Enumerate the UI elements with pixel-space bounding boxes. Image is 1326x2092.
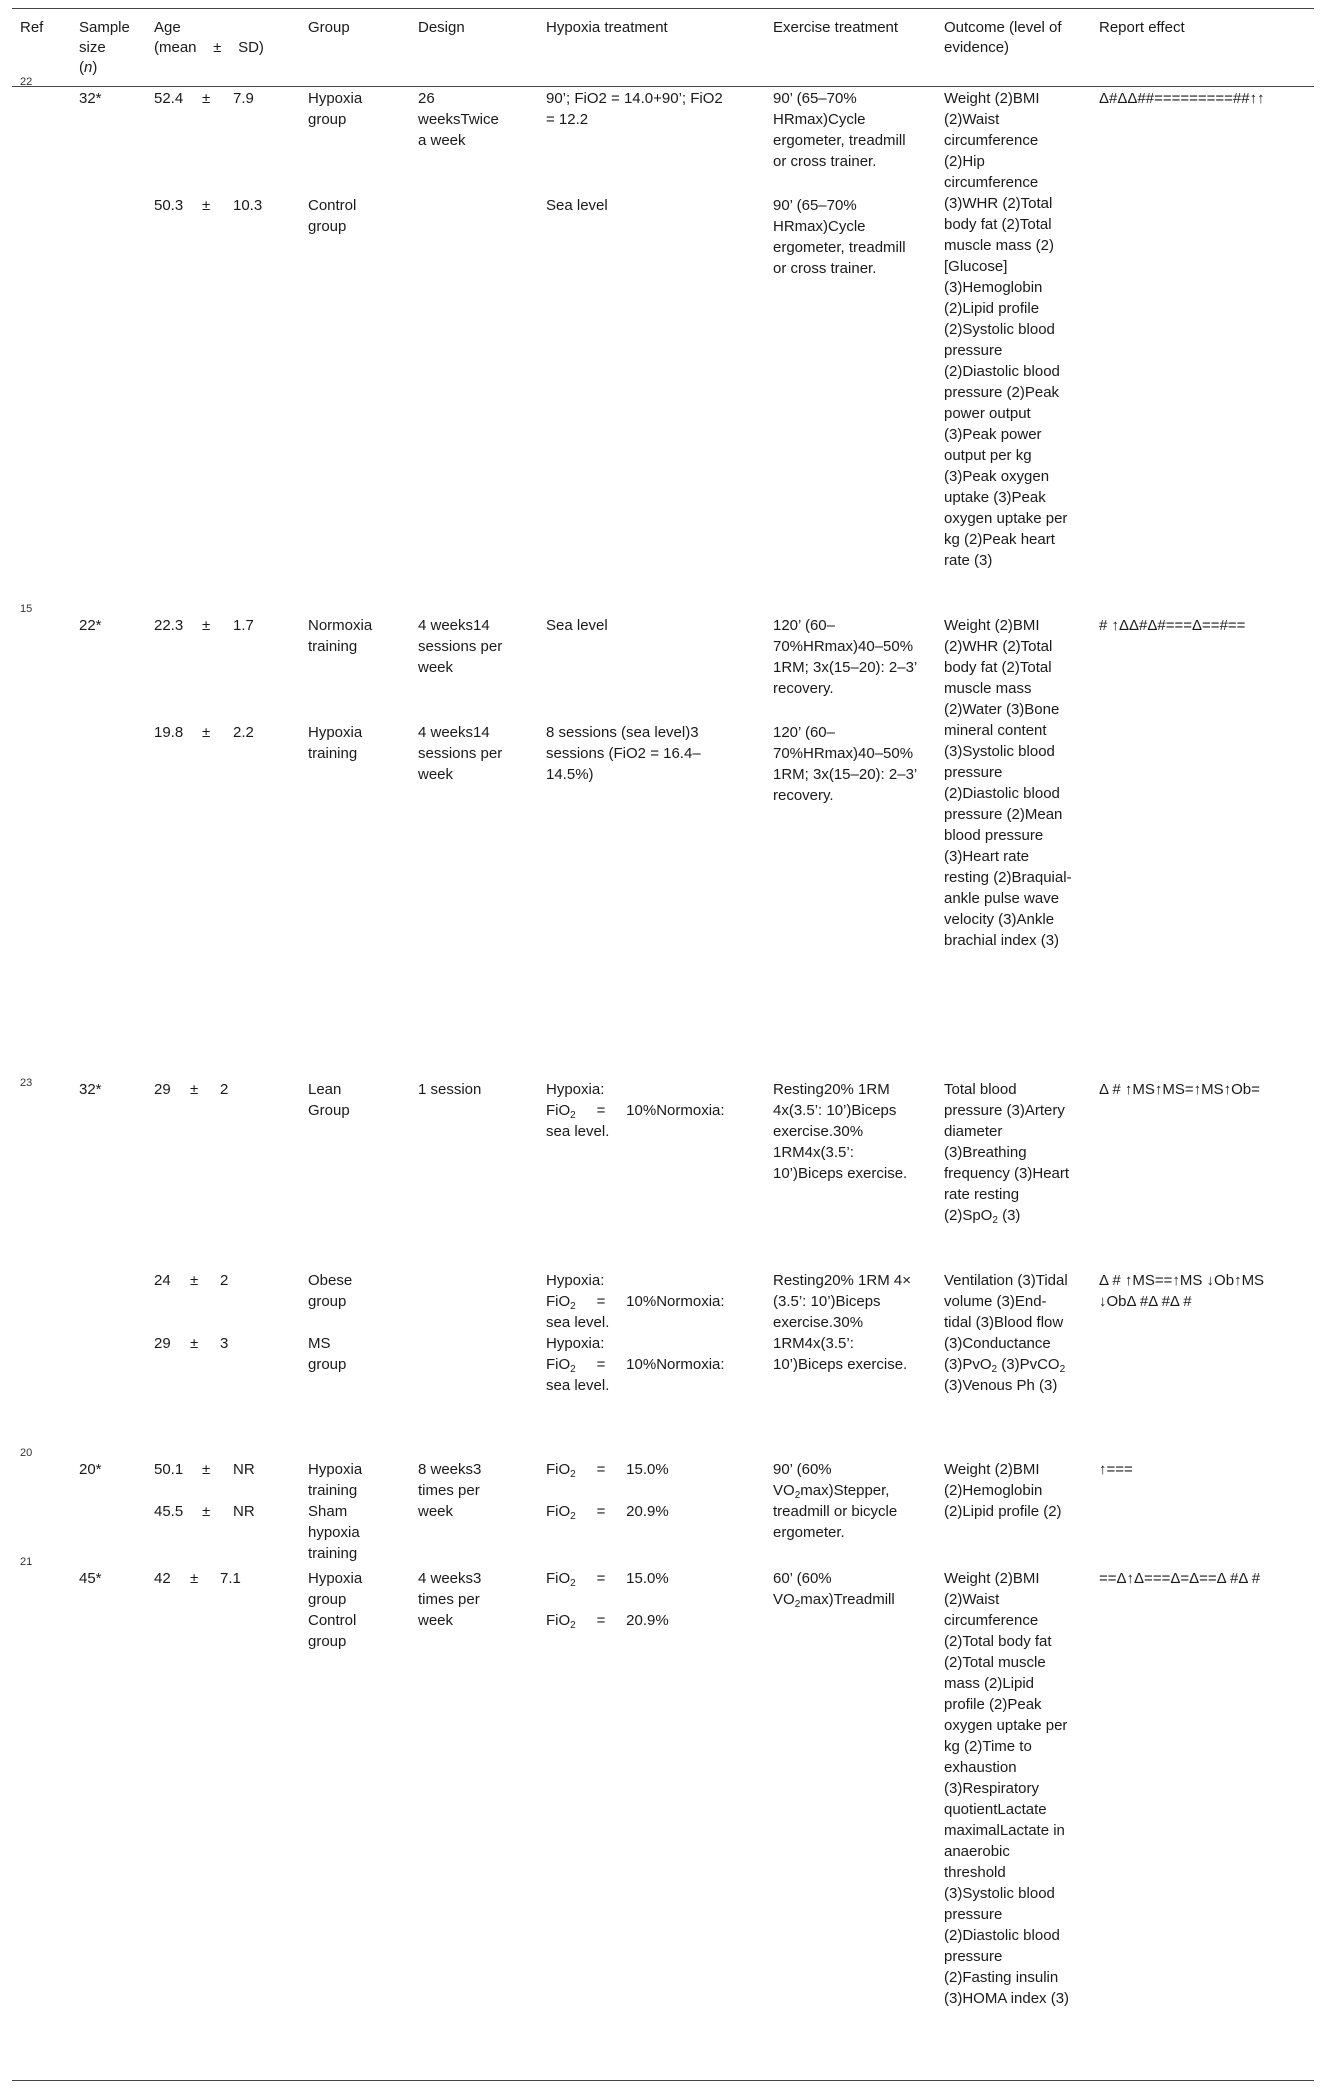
- design: 26 weeksTwice a week: [418, 90, 504, 149]
- group: MS group: [308, 1335, 347, 1373]
- ref-number: 23: [20, 1077, 33, 1089]
- sample-size: 32*: [79, 90, 102, 107]
- header-ref: Ref: [20, 19, 44, 36]
- ref-number: 15: [20, 603, 33, 615]
- group: Hypoxia training: [308, 724, 367, 762]
- age-mean: 24: [154, 1272, 171, 1289]
- age-pm: ±: [190, 1081, 199, 1098]
- group: Control group: [308, 197, 361, 235]
- age-pm: ±: [190, 1335, 199, 1352]
- exercise-treatment: 120’ (60–70%HRmax)40–50% 1RM; 3x(15–20): 2–3’ recovery.: [773, 724, 921, 804]
- exercise-treatment: Resting20% 1RM 4x(3.5’: 10’)Biceps exercise.30% 1RM4x(3.5’: 10’)Biceps exercise.: [773, 1081, 908, 1182]
- age-pm: ±: [190, 1272, 199, 1289]
- hypoxia-treatment: Sea level: [546, 197, 608, 214]
- age-sd: 1.7: [233, 617, 254, 634]
- report-effect: Δ#ΔΔ##=========##↑↑: [1099, 90, 1265, 107]
- group: Obese group: [308, 1272, 357, 1310]
- age-sd: 3: [220, 1335, 229, 1352]
- ref-number: 22: [20, 76, 33, 88]
- report-effect: Δ # ↑MS==↑MS ↓Ob↑MS ↓ObΔ #Δ #Δ #: [1099, 1272, 1269, 1310]
- exercise-treatment: 90’ (65–70% HRmax)Cycle ergometer, treadmill or cross trainer.: [773, 90, 910, 170]
- group: Lean Group: [308, 1081, 350, 1119]
- header-hypoxia: Hypoxia treatment: [546, 19, 668, 36]
- exercise-treatment: 90’ (60% $VO_2\max)Stepper$, treadmill or bicycle ergometer.: [773, 1461, 902, 1541]
- hypoxia-treatment: Hypoxia: FiO$_2$ = 10%Normoxia: sea level.: [546, 1335, 725, 1394]
- age-sd: 7.9: [233, 90, 254, 107]
- group: Hypoxia group: [308, 1570, 367, 1608]
- outcome: Ventilation (3)Tidal volume (3)End-tidal (3)Blood flow (3)Conductance (3)PvO$_2$ (3)PvCO$_2$ (3)Venous Ph (3): [944, 1272, 1072, 1394]
- header-outcome: Outcome (level of evidence): [944, 19, 1062, 56]
- header-rule: [12, 86, 1314, 87]
- design: 4 weeks14 sessions per week: [418, 724, 507, 783]
- hypoxia-treatment: 90’; FiO2 = 14.0+90’; FiO2 = 12.2: [546, 90, 727, 128]
- hypoxia-treatment: FiO$_2$ = 15.0%: [546, 1461, 669, 1480]
- age-mean: 50.3: [154, 197, 184, 214]
- age-mean: 29: [154, 1335, 171, 1352]
- report-effect: ↑===: [1099, 1461, 1133, 1478]
- outcome: Weight (2)BMI (2)Hemoglobin (2)Lipid profile (2): [944, 1461, 1062, 1520]
- group: Control group: [308, 1612, 361, 1650]
- exercise-treatment: 60’ (60% $VO_2\max)Treadmill$: [773, 1570, 895, 1610]
- hypoxia-treatment: FiO$_2$ = 15.0%: [546, 1570, 669, 1589]
- age-mean: 42: [154, 1570, 171, 1587]
- age-sd: 10.3: [233, 197, 263, 214]
- hypoxia-treatment: Hypoxia: FiO$_2$ = 10%Normoxia: sea level.: [546, 1272, 725, 1331]
- hypoxia-treatment: Sea level: [546, 617, 608, 634]
- age-mean: 45.5: [154, 1503, 184, 1520]
- header-exercise: Exercise treatment: [773, 19, 899, 36]
- group: Sham hypoxia training: [308, 1503, 364, 1562]
- age-mean: 50.1: [154, 1461, 184, 1478]
- header-group: Group: [308, 19, 350, 36]
- bottom-rule: [12, 2080, 1314, 2081]
- outcome: Weight (2)BMI (2)Waist circumference (2)Total body fat (2)Total muscle mass (2)Lipid profile (2)Peak oxygen uptake per kg (2)Time to exhaustion (3)Respiratory quotientLactate maximalLactate in anaerobic threshold (3)Systolic blood pressure (2)Diastolic blood pressure (2)Fasting insulin (3)HOMA index (3): [944, 1570, 1072, 2007]
- age-pm: ±: [202, 1461, 211, 1478]
- hypoxia-treatment: FiO$_2$ = 20.9%: [546, 1612, 669, 1631]
- sample-size: 22*: [79, 617, 102, 634]
- report-effect: Δ # ↑MS↑MS=↑MS↑Ob=: [1099, 1081, 1260, 1098]
- outcome: Weight (2)BMI (2)WHR (2)Total body fat (2)Total muscle mass (2)Water (3)Bone mineral content (3)Systolic blood pressure (2)Diastolic blood pressure (2)Mean blood pressure (3)Heart rate resting (2)Braquial-ankle pulse wave velocity (3)Ankle brachial index (3): [944, 617, 1072, 949]
- age-sd: 7.1: [220, 1570, 241, 1587]
- header-design: Design: [418, 19, 465, 36]
- age-sd: 2.2: [233, 724, 254, 741]
- age-pm: ±: [202, 617, 211, 634]
- exercise-treatment: 120’ (60–70%HRmax)40–50% 1RM; 3x(15–20): 2–3’ recovery.: [773, 617, 921, 697]
- age-pm: ±: [202, 1503, 211, 1520]
- outcome: Weight (2)BMI (2)Waist circumference (2)Hip circumference (3)WHR (2)Total body fat (2)Total muscle mass (2)[Glucose] (3)Hemoglobin (2)Lipid profile (2)Systolic blood pressure (2)Diastolic blood pressure (2)Peak power output (3)Peak power output per kg (3)Peak oxygen uptake (3)Peak oxygen uptake per kg (2)Peak heart rate (3): [944, 90, 1072, 569]
- design: 1 session: [418, 1081, 482, 1098]
- age-sd: NR: [233, 1503, 255, 1520]
- age-sd: NR: [233, 1461, 255, 1478]
- age-pm: ±: [202, 90, 211, 107]
- design: 4 weeks3 times per week: [418, 1570, 486, 1629]
- age-mean: 29: [154, 1081, 171, 1098]
- age-mean: 52.4: [154, 90, 184, 107]
- design: 4 weeks14 sessions per week: [418, 617, 507, 676]
- exercise-treatment: 90’ (65–70% HRmax)Cycle ergometer, treadmill or cross trainer.: [773, 197, 910, 277]
- hypoxia-treatment: FiO$_2$ = 20.9%: [546, 1503, 669, 1522]
- ref-number: 20: [20, 1447, 33, 1459]
- age-mean: 19.8: [154, 724, 184, 741]
- age-mean: 22.3: [154, 617, 184, 634]
- header-sample-size: Sample size (n): [79, 19, 130, 76]
- outcome: Total blood pressure (3)Artery diameter (3)Breathing frequency (3)Heart rate resting (2)SpO$_2$ (3): [944, 1081, 1074, 1226]
- group: Normoxia training: [308, 617, 377, 655]
- top-rule: [12, 8, 1314, 9]
- header-age: Age (mean ± SD): [154, 19, 264, 56]
- sample-size: 20*: [79, 1461, 102, 1478]
- header-effect: Report effect: [1099, 19, 1185, 36]
- ref-number: 21: [20, 1556, 33, 1568]
- report-effect: ==Δ↑Δ===Δ=Δ==Δ #Δ #: [1099, 1570, 1261, 1587]
- age-sd: 2: [220, 1081, 229, 1098]
- age-pm: ±: [190, 1570, 199, 1587]
- age-pm: ±: [202, 197, 211, 214]
- hypoxia-treatment: Hypoxia: FiO$_2$ = 10%Normoxia: sea level.: [546, 1081, 725, 1140]
- design: 8 weeks3 times per week: [418, 1461, 486, 1520]
- exercise-treatment: Resting20% 1RM 4× (3.5’: 10’)Biceps exercise.30% 1RM4x(3.5’: 10’)Biceps exercise.: [773, 1272, 916, 1373]
- age-sd: 2: [220, 1272, 229, 1289]
- sample-size: 45*: [79, 1570, 102, 1587]
- group: Hypoxia training: [308, 1461, 367, 1499]
- sample-size: 32*: [79, 1081, 102, 1098]
- group: Hypoxia group: [308, 90, 367, 128]
- report-effect: # ↑ΔΔ#Δ#===Δ==#==: [1099, 617, 1246, 634]
- hypoxia-treatment: 8 sessions (sea level)3 sessions (FiO2 = 16.4–14.5%): [546, 724, 703, 783]
- age-pm: ±: [202, 724, 211, 741]
